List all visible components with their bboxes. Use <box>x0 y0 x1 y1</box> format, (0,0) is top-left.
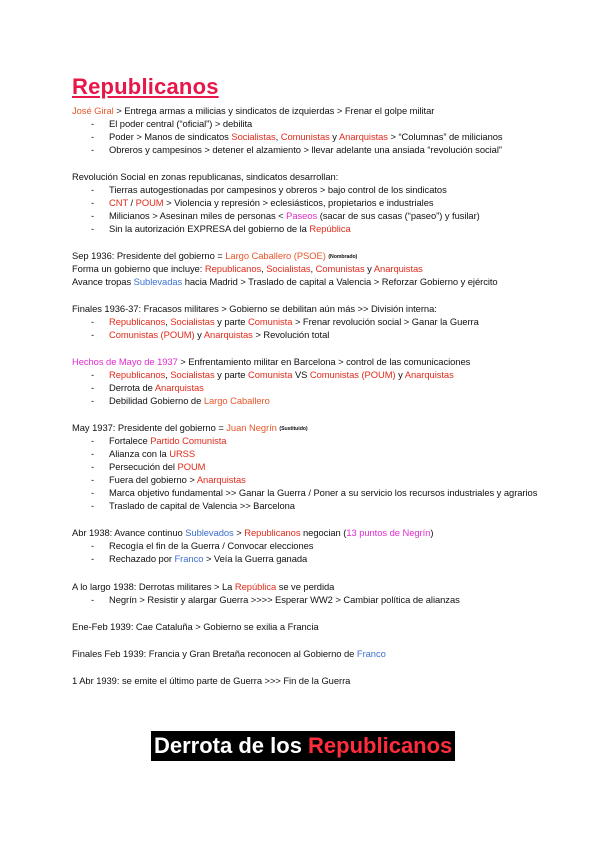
bullet-dash: - <box>91 500 95 511</box>
highlighted-text: Sublevadas <box>133 276 183 287</box>
highlighted-text: Hechos de Mayo de 1937 <box>72 356 178 367</box>
bullet-dash: - <box>91 435 95 446</box>
bullet-item <box>91 552 308 565</box>
highlighted-text: Socialistas <box>170 369 215 380</box>
text-segment: > Revolución total <box>252 329 330 340</box>
text-segment: Abr 1938: Avance continuo <box>72 527 186 538</box>
text-segment: Debilidad Gobierno de <box>109 395 204 406</box>
highlighted-text: Anarquistas <box>203 329 253 340</box>
bullet-dash: - <box>91 540 95 551</box>
bullet-item <box>91 486 538 499</box>
highlighted-text: URSS <box>169 448 196 459</box>
text-segment: Poder > Manos de sindicatos <box>109 131 232 142</box>
text-segment: hacia Madrid > Traslado de capital a Valencia > Reforzar Gobierno y ejército <box>182 276 498 287</box>
text-line <box>72 262 423 275</box>
text-line <box>72 355 470 368</box>
text-segment: y <box>194 329 204 340</box>
bullet-item <box>91 499 295 512</box>
highlighted-text: Franco <box>174 553 204 564</box>
bullet-item <box>91 394 270 407</box>
text-segment: Avance tropas <box>72 276 134 287</box>
highlighted-text: (Sustituido) <box>279 426 308 432</box>
text-segment: Finales 1936-37: Fracasos militares > Gobierno se debilitan aún más >> División interna: <box>72 303 437 314</box>
text-segment: , <box>310 263 316 274</box>
highlighted-text: Largo Caballero <box>203 395 270 406</box>
text-segment: Rechazado por <box>109 553 175 564</box>
text-segment: y parte <box>214 316 249 327</box>
bullet-dash: - <box>91 197 95 208</box>
highlighted-text: Comunistas (POUM) <box>309 369 396 380</box>
highlighted-text: Anarquistas <box>373 263 423 274</box>
text-line <box>72 302 437 315</box>
highlighted-text: Anarquistas <box>338 131 388 142</box>
text-segment: y parte <box>214 369 249 380</box>
text-segment: y <box>395 369 405 380</box>
text-segment: / <box>127 197 136 208</box>
highlighted-text: Republicanos <box>204 263 262 274</box>
highlighted-text: Socialistas <box>231 131 276 142</box>
text-segment: Negrín > Resistir y alargar Guerra >>>> Esperar WW2 > Cambiar política de alianzas <box>109 594 460 605</box>
text-segment: A lo largo 1938: Derrotas militares > La <box>72 581 235 592</box>
text-segment: y <box>329 131 339 142</box>
text-line <box>72 170 338 183</box>
highlighted-text: Largo Caballero (PSOE) <box>225 250 326 261</box>
highlighted-text: Franco <box>356 648 386 659</box>
highlighted-text: Partido Comunista <box>150 435 227 446</box>
bullet-item <box>91 222 351 235</box>
highlighted-text: Comunista <box>248 369 293 380</box>
bullet-dash: - <box>91 223 95 234</box>
text-segment: (sacar de sus casas (“paseo”) y fusilar) <box>317 210 480 221</box>
text-segment: , <box>165 316 171 327</box>
highlighted-text: Comunista <box>248 316 293 327</box>
highlighted-text: Anarquistas <box>404 369 454 380</box>
text-segment: Traslado de capital de Valencia >> Barcelona <box>109 500 295 511</box>
bullet-item <box>91 196 434 209</box>
bullet-dash: - <box>91 553 95 564</box>
highlighted-text: Republicanos <box>109 316 166 327</box>
text-segment: > Entrega armas a milicias y sindicatos de izquierdas > Frenar el golpe militar <box>113 105 435 116</box>
text-line <box>72 647 386 660</box>
text-segment: Revolución Social en zonas republicanas, sindicatos desarrollan: <box>72 171 339 182</box>
text-segment: Sin la autorización EXPRESA del gobierno de la <box>109 223 310 234</box>
bullet-dash: - <box>91 316 95 327</box>
bullet-item <box>91 539 314 552</box>
text-line <box>72 620 319 633</box>
bullet-item <box>91 143 502 156</box>
text-segment: > Enfrentamiento militar en Barcelona > control de las comunicaciones <box>177 356 471 367</box>
bullet-dash: - <box>91 448 95 459</box>
text-segment: Persecución del <box>109 461 178 472</box>
highlighted-text: Socialistas <box>266 263 311 274</box>
highlighted-text: Anarquistas <box>154 382 204 393</box>
page-title: Republicanos <box>72 74 219 99</box>
highlighted-text: Sublevados <box>185 527 234 538</box>
bullet-dash: - <box>91 395 95 406</box>
highlighted-text: José Giral <box>72 105 114 116</box>
bullet-dash: - <box>91 487 95 498</box>
bullet-item <box>91 183 447 196</box>
highlighted-text: Comunistas <box>280 131 330 142</box>
highlighted-text: (Nombrado) <box>328 254 358 260</box>
bullet-dash: - <box>91 144 95 155</box>
banner-text-red: Republicanos <box>308 733 453 758</box>
bullet-dash: - <box>91 329 95 340</box>
text-segment: y <box>364 263 374 274</box>
bullet-item <box>91 593 460 606</box>
text-segment: , <box>275 131 281 142</box>
bullet-dash: - <box>91 461 95 472</box>
highlighted-text: República <box>309 223 351 234</box>
text-segment: Recogía el fin de la Guerra / Convocar elecciones <box>109 540 314 551</box>
text-segment: , <box>261 263 267 274</box>
text-segment: Marca objetivo fundamental >> Ganar la Guerra / Poner a su servicio los recursos industriales y agrarios <box>109 487 538 498</box>
bullet-item <box>91 209 480 222</box>
text-segment: Forma un gobierno que incluye: <box>72 263 205 274</box>
text-segment: Alianza con la <box>109 448 170 459</box>
bullet-item <box>91 381 204 394</box>
text-segment: El poder central (“oficial”) > debilita <box>109 118 253 129</box>
highlighted-text: CNT <box>109 197 128 208</box>
text-line <box>72 674 350 687</box>
highlighted-text: Comunistas (POUM) <box>109 329 195 340</box>
text-segment: VS <box>292 369 310 380</box>
highlighted-text: Juan Negrín <box>226 422 277 433</box>
bullet-dash: - <box>91 131 95 142</box>
text-segment: Fortalece <box>109 435 151 446</box>
bullet-item <box>91 368 454 381</box>
text-segment: ) <box>430 527 434 538</box>
highlighted-text: República <box>234 581 277 592</box>
text-segment: Derrota de <box>109 382 155 393</box>
bullet-item <box>91 328 330 341</box>
bullet-dash: - <box>91 369 95 380</box>
highlighted-text: Anarquistas <box>196 474 246 485</box>
footer-banner <box>151 731 455 761</box>
text-segment: se ve perdida <box>276 581 335 592</box>
text-line <box>72 275 498 288</box>
text-segment: > Veía la Guerra ganada <box>203 553 308 564</box>
highlighted-text: Paseos <box>286 210 318 221</box>
bullet-item <box>91 117 253 130</box>
text-line <box>72 526 433 539</box>
text-segment: Finales Feb 1939: Francia y Gran Bretaña reconocen al Gobierno de <box>72 648 357 659</box>
bullet-dash: - <box>91 474 95 485</box>
highlighted-text: Republicanos <box>244 527 301 538</box>
banner-text-white: Derrota de los <box>154 733 309 758</box>
bullet-dash: - <box>91 382 95 393</box>
highlighted-text: Republicanos <box>109 369 166 380</box>
highlighted-text: Socialistas <box>170 316 215 327</box>
text-segment: Sep 1936: Presidente del gobierno = <box>72 250 226 261</box>
bullet-dash: - <box>91 594 95 605</box>
highlighted-text: 13 puntos de Negrín <box>346 527 431 538</box>
bullet-item <box>91 460 206 473</box>
text-segment: > <box>233 527 245 538</box>
text-segment: Milicianos > Asesinan miles de personas < <box>109 210 287 221</box>
highlighted-text: Comunistas <box>315 263 365 274</box>
bullet-item <box>91 473 246 486</box>
bullet-dash: - <box>91 210 95 221</box>
text-segment: > “Columnas” de milicianos <box>387 131 503 142</box>
highlighted-text: POUM <box>135 197 164 208</box>
text-segment: Ene-Feb 1939: Cae Cataluña > Gobierno se exilia a Francia <box>72 621 319 632</box>
bullet-dash: - <box>91 118 95 129</box>
text-segment: , <box>165 369 171 380</box>
bullet-item <box>91 447 196 460</box>
text-segment: 1 Abr 1939: se emite el último parte de Guerra >>> Fin de la Guerra <box>72 675 351 686</box>
text-segment: Tierras autogestionadas por campesinos y obreros > bajo control de los sindicatos <box>109 184 447 195</box>
text-segment: > Violencia y represión > eclesiásticos, propietarios e industriales <box>163 197 434 208</box>
text-segment: > Frenar revolución social > Ganar la Guerra <box>292 316 479 327</box>
text-segment: negocian ( <box>300 527 347 538</box>
bullet-dash: - <box>91 184 95 195</box>
text-line <box>72 104 434 117</box>
bullet-item <box>91 315 479 328</box>
bullet-item <box>91 434 227 447</box>
text-line <box>72 580 334 593</box>
highlighted-text: POUM <box>177 461 206 472</box>
text-segment: Fuera del gobierno > <box>109 474 197 485</box>
text-segment: Obreros y campesinos > detener el alzamiento > llevar adelante una ansiada “revolución social” <box>109 144 502 155</box>
text-segment: May 1937: Presidente del gobierno = <box>72 422 227 433</box>
bullet-item <box>91 130 503 143</box>
